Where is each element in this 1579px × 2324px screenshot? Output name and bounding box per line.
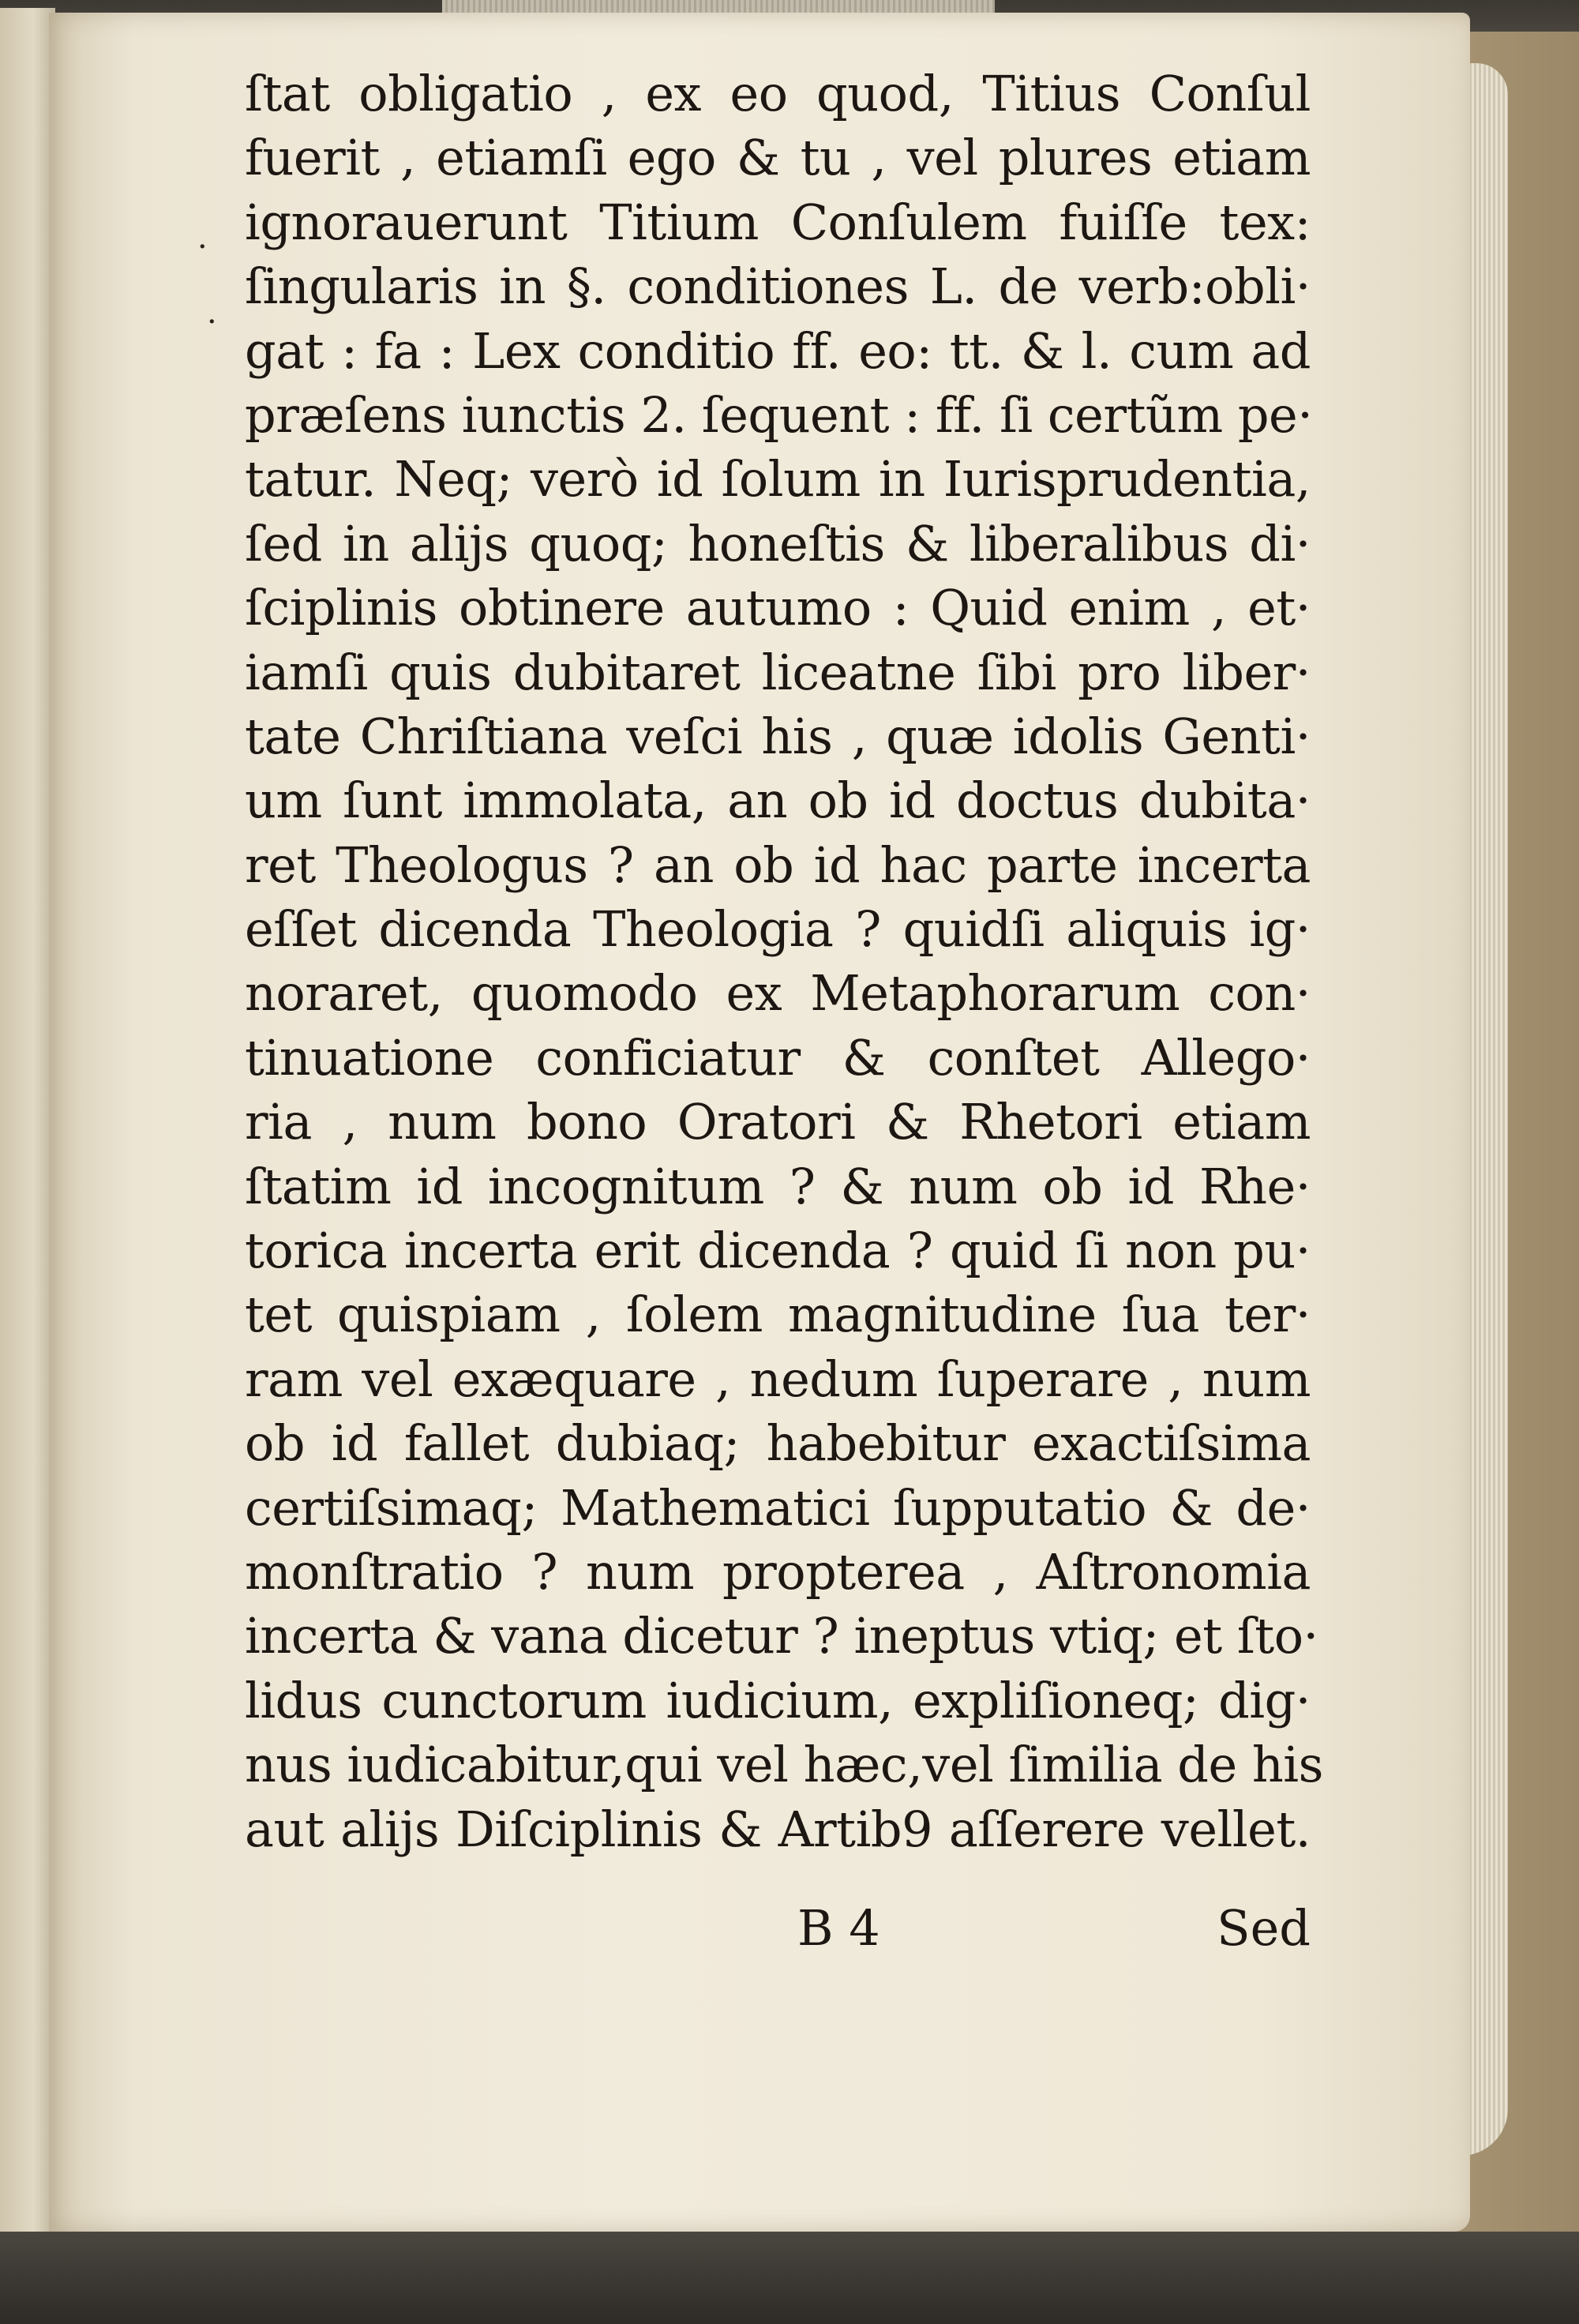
text-line: monſtratio ? num propterea , Aſtronomia (245, 1542, 1311, 1601)
text-line: tet quispiam , ſolem magnitudine ſua ter· (245, 1286, 1311, 1344)
text-line: certiſsimaq; Mathematici ſupputatio & de· (245, 1478, 1311, 1537)
text-line: gat : fa : Lex conditio ff. eo: tt. & l. cum ad (245, 321, 1311, 380)
text-line: ob id fallet dubiaq; habebitur exactiſsima (245, 1414, 1311, 1473)
text-line: iamſi quis dubitaret liceatne ſibi pro liber· (245, 643, 1311, 701)
text-line: ſingularis in §. conditiones L. de verb:obli· (245, 257, 1311, 316)
catchword: Sed (1217, 1899, 1311, 1957)
text-line: eſſet dicenda Theologia ? quidſi aliquis ig· (245, 900, 1311, 959)
signature-mark: B 4 (797, 1899, 880, 1957)
margin-mark: · (207, 304, 217, 340)
backdrop-bottom (0, 2232, 1579, 2324)
text-line: ſtatim id incognitum ? & num ob id Rhe· (245, 1157, 1311, 1215)
text-line: ignorauerunt Titium Conſulem fuiſſe tex: (245, 193, 1311, 251)
text-line: tate Chriſtiana veſci his , quæ idolis Genti· (245, 707, 1311, 765)
page-footer (245, 1899, 1311, 1962)
text-line: torica incerta erit dicenda ? quid ſi non pu· (245, 1222, 1311, 1280)
text-line: aut aliјs Diſciplinis & Artib9 aſſerere vellet. (245, 1800, 1311, 1858)
text-line: ria , num bono Oratori & Rhetori etiam (245, 1093, 1311, 1151)
text-line: um ſunt immolata, an ob id doctus dubita· (245, 772, 1311, 830)
text-line: fuerit , etiamſi ego & tu , vel plures etiam (245, 129, 1311, 187)
text-line: nus iudicabitur,qui vel hæc,vel ſimilia de his (245, 1736, 1323, 1794)
body-text (245, 62, 1323, 1861)
margin-mark: · (197, 229, 208, 265)
text-line: tinuatione conficiatur & conſtet Allego· (245, 1028, 1311, 1087)
text-line: ram vel exæquare , nedum ſuperare , num (245, 1350, 1311, 1408)
text-line: tatur. Neq; verò id ſolum in Iurisprudentia, (245, 450, 1311, 509)
text-line: noraret, quomodo ex Metaphorarum con· (245, 964, 1311, 1023)
facing-page-edge (0, 8, 55, 2324)
text-line: præſens iunctis 2. ſequent : ff. ſi certũm pe· (245, 385, 1313, 444)
text-line: ſtat obligatio , ex eo quod, Titius Conſul (245, 65, 1311, 122)
text-line: ſciplinis obtinere autumo : Quid enim , et· (245, 579, 1311, 637)
text-line: ret Theologus ? an ob id hac parte incerta (245, 835, 1311, 894)
text-line: ſed in aliјs quoq; honeſtis & liberalibus di· (245, 514, 1311, 573)
text-line: incerta & vana dicetur ? ineptus vtiq; et ſto· (245, 1607, 1318, 1665)
text-line: lidus cunctorum iudicium, expliſioneq; dig· (245, 1671, 1311, 1729)
